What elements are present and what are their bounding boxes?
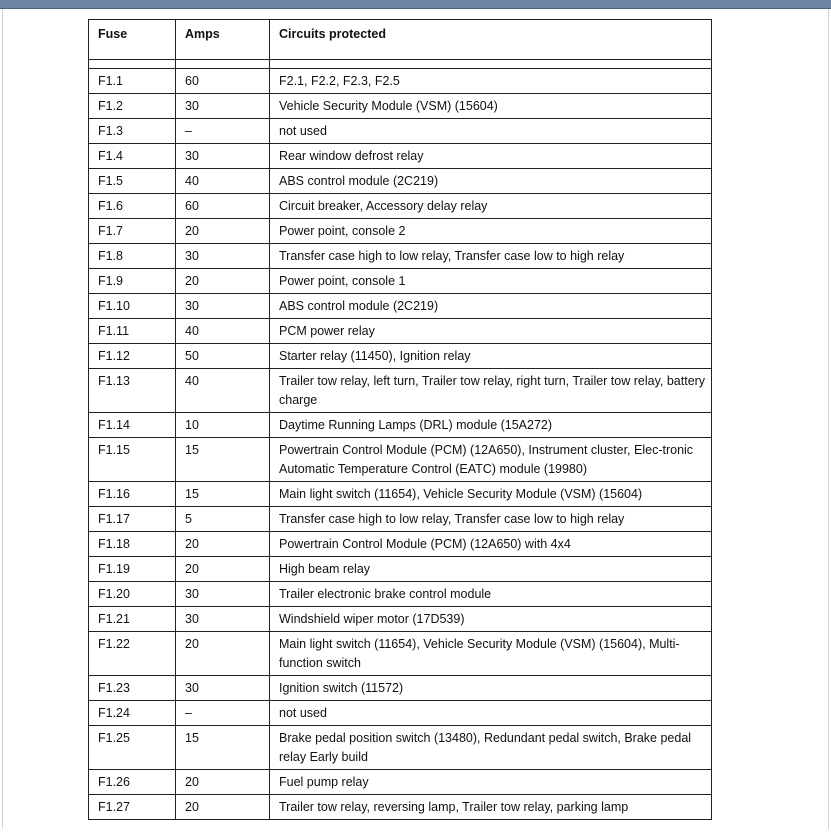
fuse-cell: F1.15 xyxy=(89,438,176,482)
amps-cell: 30 xyxy=(176,244,270,269)
amps-cell: 20 xyxy=(176,219,270,244)
amps-cell: 30 xyxy=(176,294,270,319)
circuits-cell: not used xyxy=(270,119,712,144)
amps-cell: 50 xyxy=(176,344,270,369)
fuse-cell: F1.5 xyxy=(89,169,176,194)
circuits-cell: Daytime Running Lamps (DRL) module (15A272) xyxy=(270,413,712,438)
amps-cell: 40 xyxy=(176,169,270,194)
fuse-cell: F1.26 xyxy=(89,770,176,795)
amps-cell: 15 xyxy=(176,438,270,482)
fuse-cell: F1.13 xyxy=(89,369,176,413)
circuits-cell: Trailer tow relay, reversing lamp, Trailer tow relay, parking lamp xyxy=(270,795,712,820)
circuits-cell: Powertrain Control Module (PCM) (12A650) with 4x4 xyxy=(270,532,712,557)
table-row xyxy=(89,482,712,507)
circuits-cell: Fuel pump relay xyxy=(270,770,712,795)
amps-cell: 40 xyxy=(176,319,270,344)
amps-cell: 15 xyxy=(176,482,270,507)
fuse-cell: F1.2 xyxy=(89,94,176,119)
amps-cell: 30 xyxy=(176,582,270,607)
fuse-cell: F1.9 xyxy=(89,269,176,294)
table-row xyxy=(89,94,712,119)
fuse-cell: F1.19 xyxy=(89,557,176,582)
table-row xyxy=(89,194,712,219)
circuits-cell: Starter relay (11450), Ignition relay xyxy=(270,344,712,369)
circuits-cell: Powertrain Control Module (PCM) (12A650), Instrument cluster, Elec-tronic Automatic Temperature Control (EATC) module (19980) xyxy=(270,438,712,482)
circuits-cell: ABS control module (2C219) xyxy=(270,294,712,319)
header-row xyxy=(89,20,712,60)
table-row xyxy=(89,319,712,344)
window-title-bar xyxy=(0,0,831,9)
amps-cell: 5 xyxy=(176,507,270,532)
table-row xyxy=(89,144,712,169)
amps-cell: 10 xyxy=(176,413,270,438)
table-row xyxy=(89,532,712,557)
table-row xyxy=(89,344,712,369)
fuse-cell: F1.17 xyxy=(89,507,176,532)
fuse-cell: F1.11 xyxy=(89,319,176,344)
table-row xyxy=(89,557,712,582)
table-row xyxy=(89,795,712,820)
table-row xyxy=(89,244,712,269)
circuits-cell: Main light switch (11654), Vehicle Security Module (VSM) (15604), Multi-function switch xyxy=(270,632,712,676)
fuse-cell: F1.22 xyxy=(89,632,176,676)
circuits-cell: Transfer case high to low relay, Transfer case low to high relay xyxy=(270,507,712,532)
fuse-cell: F1.20 xyxy=(89,582,176,607)
table-row xyxy=(89,219,712,244)
table-row xyxy=(89,701,712,726)
amps-cell: 60 xyxy=(176,69,270,94)
circuits-cell: ABS control module (2C219) xyxy=(270,169,712,194)
fuse-cell: F1.6 xyxy=(89,194,176,219)
amps-cell: 30 xyxy=(176,94,270,119)
fuse-cell: F1.8 xyxy=(89,244,176,269)
circuits-cell: Vehicle Security Module (VSM) (15604) xyxy=(270,94,712,119)
amps-cell: 15 xyxy=(176,726,270,770)
table-row xyxy=(89,438,712,482)
fuse-cell: F1.24 xyxy=(89,701,176,726)
fuse-cell: F1.18 xyxy=(89,532,176,557)
table-row xyxy=(89,413,712,438)
table-row xyxy=(89,582,712,607)
amps-cell: 30 xyxy=(176,607,270,632)
fuse-cell: F1.21 xyxy=(89,607,176,632)
table-row xyxy=(89,119,712,144)
circuits-cell: High beam relay xyxy=(270,557,712,582)
header-fuse: Fuse xyxy=(89,20,176,60)
fuse-cell: F1.14 xyxy=(89,413,176,438)
circuits-cell: Power point, console 2 xyxy=(270,219,712,244)
amps-cell: 60 xyxy=(176,194,270,219)
table-row xyxy=(89,369,712,413)
table-row xyxy=(89,507,712,532)
circuits-cell: not used xyxy=(270,701,712,726)
amps-cell: 20 xyxy=(176,795,270,820)
fuse-cell: F1.7 xyxy=(89,219,176,244)
circuits-cell: Transfer case high to low relay, Transfer case low to high relay xyxy=(270,244,712,269)
circuits-cell: Trailer electronic brake control module xyxy=(270,582,712,607)
table-row xyxy=(89,770,712,795)
header-circuits: Circuits protected xyxy=(270,20,712,60)
circuits-cell: Trailer tow relay, left turn, Trailer tow relay, right turn, Trailer tow relay, battery charge xyxy=(270,369,712,413)
table-row xyxy=(89,676,712,701)
amps-cell: 20 xyxy=(176,770,270,795)
fuse-cell: F1.23 xyxy=(89,676,176,701)
amps-cell: 40 xyxy=(176,369,270,413)
table-row xyxy=(89,269,712,294)
amps-cell: 20 xyxy=(176,632,270,676)
fuse-cell: F1.3 xyxy=(89,119,176,144)
table-row xyxy=(89,632,712,676)
circuits-cell: Brake pedal position switch (13480), Redundant pedal switch, Brake pedal relay Early build xyxy=(270,726,712,770)
amps-cell: 20 xyxy=(176,532,270,557)
circuits-cell: F2.1, F2.2, F2.3, F2.5 xyxy=(270,69,712,94)
circuits-cell: PCM power relay xyxy=(270,319,712,344)
amps-cell: – xyxy=(176,119,270,144)
header-amps: Amps xyxy=(176,20,270,60)
table-row xyxy=(89,294,712,319)
fuse-cell: F1.1 xyxy=(89,69,176,94)
table-row xyxy=(89,607,712,632)
amps-cell: 30 xyxy=(176,676,270,701)
spacer-row xyxy=(89,60,712,69)
amps-cell: 20 xyxy=(176,557,270,582)
fuse-cell: F1.4 xyxy=(89,144,176,169)
circuits-cell: Power point, console 1 xyxy=(270,269,712,294)
circuits-cell: Main light switch (11654), Vehicle Security Module (VSM) (15604) xyxy=(270,482,712,507)
fuse-table xyxy=(88,19,712,820)
amps-cell: 30 xyxy=(176,144,270,169)
circuits-cell: Rear window defrost relay xyxy=(270,144,712,169)
table-row xyxy=(89,69,712,94)
circuits-cell: Ignition switch (11572) xyxy=(270,676,712,701)
table-row xyxy=(89,169,712,194)
table-row xyxy=(89,726,712,770)
circuits-cell: Circuit breaker, Accessory delay relay xyxy=(270,194,712,219)
fuse-cell: F1.10 xyxy=(89,294,176,319)
fuse-cell: F1.12 xyxy=(89,344,176,369)
circuits-cell: Windshield wiper motor (17D539) xyxy=(270,607,712,632)
amps-cell: – xyxy=(176,701,270,726)
fuse-cell: F1.27 xyxy=(89,795,176,820)
amps-cell: 20 xyxy=(176,269,270,294)
fuse-cell: F1.25 xyxy=(89,726,176,770)
fuse-cell: F1.16 xyxy=(89,482,176,507)
